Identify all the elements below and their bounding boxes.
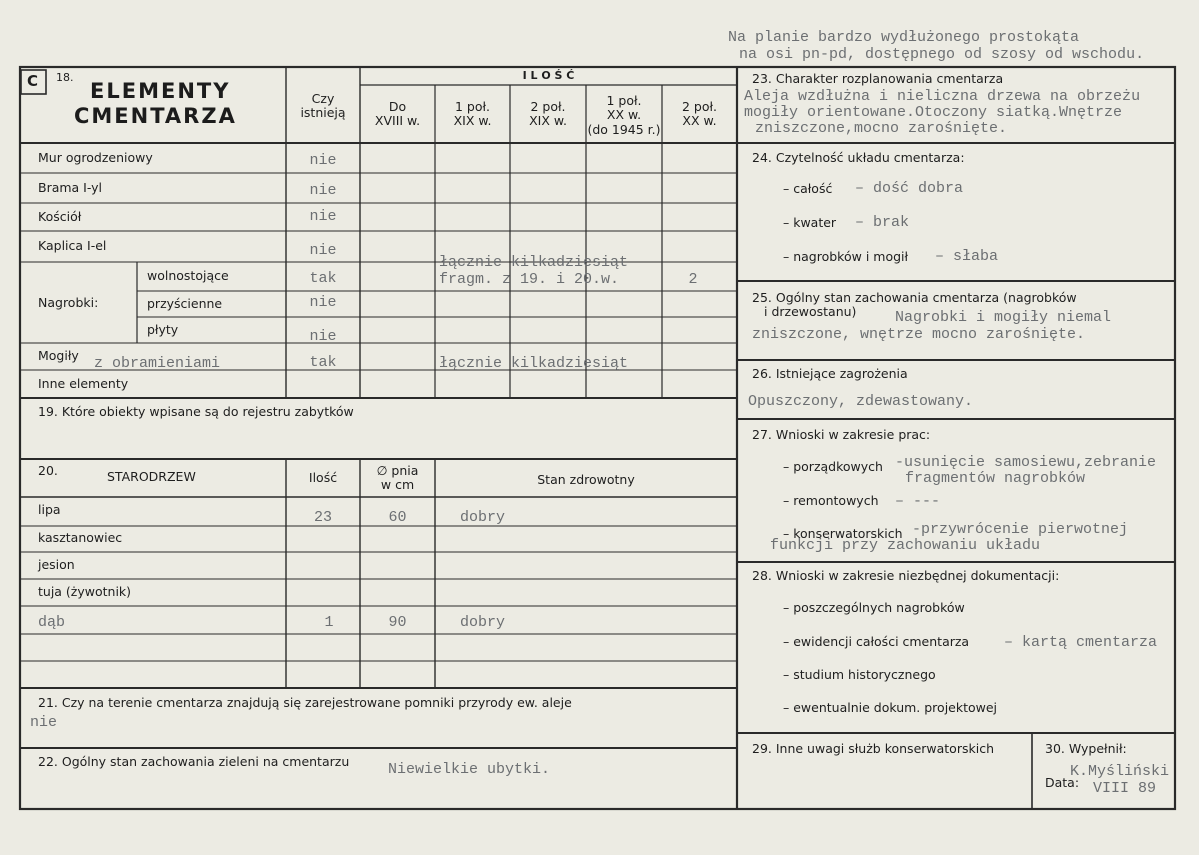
starodrzew-col-pnia [360, 464, 435, 493]
section-title-line-1: ELEMENTY [90, 79, 231, 103]
row-label-kosciol: Kościół [38, 209, 82, 224]
value-przyscienne: nie [309, 294, 337, 311]
starodrzew-title: STARODRZEW [107, 469, 196, 484]
value-brama: nie [309, 182, 337, 199]
q27-value-remontowych: – --- [895, 493, 941, 510]
header-period-text: Do [388, 99, 407, 114]
q24-label: 24. Czytelność układu cmentarza: [752, 150, 965, 165]
q28-item-nagrobkow: – poszczególnych nagrobków [783, 600, 965, 615]
q24-value-kwater: – brak [855, 214, 910, 231]
section-number: 18. [56, 71, 74, 84]
mogily-text: łącznie kilkadziesiąt [439, 355, 629, 372]
q27-value-konserwatorskich-1: -przywrócenie pierwotnej [912, 521, 1129, 538]
row-label-kaplica: Kaplica I-el [38, 238, 107, 253]
q25-label-2: i drzewostanu) [764, 304, 857, 319]
tree-name-jesion: jesion [38, 557, 75, 572]
row-label-inne: Inne elementy [38, 376, 129, 391]
starodrzew-col-ilosc: Ilość [308, 470, 338, 485]
q21-label: 21. Czy na terenie cmentarza znajdują się zarejestrowane pomniki przyrody ew. aleje [38, 695, 572, 710]
q26-label: 26. Istniejące zagrożenia [752, 366, 908, 381]
q28-item-ewidencji: – ewidencji całości cmentarza [783, 634, 970, 649]
q28-item-projektowej: – ewentualnie dokum. projektowej [783, 700, 998, 715]
header-period-text: XX w. [606, 107, 642, 123]
header-ilosc: I L O Ś Ć [522, 69, 575, 82]
value-plyty: nie [309, 328, 337, 345]
q21-value: nie [30, 714, 58, 731]
header-istnieja: istnieją [300, 105, 346, 121]
header-period-text: XIX w. [453, 113, 492, 129]
header-period-text: XX w. [682, 113, 717, 129]
top-note-line-2: na osi pn-pd, dostępnego od szosy od wschodu. [739, 46, 1145, 63]
nagrobki-2pol-xx: 2 [688, 271, 698, 288]
nagrobki-text-2: fragm. z 19. i 20.w. [439, 271, 620, 288]
row-label-mur: Mur ogrodzeniowy [38, 150, 153, 165]
tree-ilosc-lipa: 23 [313, 509, 332, 526]
row-label-brama: Brama I-yl [38, 180, 103, 195]
q23-value-2: mogiły orientowane.Otoczony siatką.Wnętrze [744, 104, 1123, 121]
q24-value-calosc: – dość dobra [855, 180, 964, 197]
q28-item-studium: – studium historycznego [783, 667, 936, 682]
header-period-2pol-xx [662, 100, 737, 129]
q28-value-ewidencji: – kartą cmentarza [1004, 634, 1158, 651]
q27-item-porzadkowych: – porządkowych [783, 459, 883, 474]
section-title-line-2: CMENTARZA [74, 104, 237, 128]
row-label-wolnostojace: wolnostojące [147, 268, 229, 283]
header-period-1pol-xix [435, 100, 510, 129]
tree-ilosc-dab: 1 [324, 614, 334, 631]
tree-name-lipa: lipa [38, 502, 61, 517]
q24-item-calosc: – całość [783, 181, 833, 196]
header-period-text: 2 poł. [681, 99, 718, 114]
q24-item-kwater: – kwater [783, 215, 837, 230]
q27-value-konserwatorskich-2: funkcji przy zachowaniu układu [770, 537, 1041, 554]
header-czy: Czy [311, 91, 335, 106]
header-period-text: XVIII w. [374, 113, 421, 129]
header-period-text: 1 poł. [606, 93, 642, 108]
header-period-text: XIX w. [529, 113, 567, 129]
q28-label: 28. Wnioski w zakresie niezbędnej dokumentacji: [752, 568, 1060, 583]
row-label-nagrobki: Nagrobki: [38, 295, 99, 310]
q22-value: Niewielkie ubytki. [388, 761, 551, 778]
top-note-line-1: Na planie bardzo wydłużonego prostokąta [728, 29, 1080, 46]
q23-value-1: Aleja wzdłużna i nieliczna drzewa na obrzeżu [744, 88, 1141, 105]
q19-label: 19. Które obiekty wpisane są do rejestru zabytków [38, 404, 354, 419]
col-pnia-line: w cm [380, 477, 415, 493]
section-letter: C [27, 72, 39, 90]
q30-date: VIII 89 [1093, 780, 1157, 797]
tree-name-tuja: tuja (żywotnik) [38, 584, 132, 599]
q23-value-3: zniszczone,mocno zarośnięte. [755, 120, 1008, 137]
row-label-przyscienne: przyścienne [147, 296, 223, 311]
q29-label: 29. Inne uwagi służb konserwatorskich [752, 741, 994, 756]
tree-pnia-lipa: 60 [388, 509, 407, 526]
starodrzew-col-stan: Stan zdrowotny [537, 472, 635, 487]
q27-label: 27. Wnioski w zakresie prac: [752, 427, 931, 442]
tree-name-dab: dąb [38, 614, 66, 631]
q22-label: 22. Ogólny stan zachowania zieleni na cmentarzu [38, 754, 350, 769]
q27-item-konserwatorskich: – konserwatorskich [783, 526, 903, 541]
q24-item-nagrobkow: – nagrobków i mogił [783, 249, 909, 264]
q25-label-1: 25. Ogólny stan zachowania cmentarza (nagrobków [752, 290, 1077, 305]
value-mogily: tak [309, 354, 337, 371]
value-kaplica: nie [309, 242, 337, 259]
nagrobki-text-1: łącznie kilkadziesiąt [439, 254, 629, 271]
value-mur: nie [309, 152, 337, 169]
tree-stan-dab: dobry [460, 614, 506, 631]
q27-value-porzadkowych-1: -usunięcie samosiewu,zebranie [895, 454, 1157, 471]
row-label-plyty: płyty [147, 322, 179, 337]
q26-value: Opuszczony, zdewastowany. [748, 393, 974, 410]
header-period-2pol-xix [510, 100, 586, 129]
mogily-note: z obramieniami [94, 355, 221, 372]
q24-value-nagrobkow: – słaba [935, 248, 999, 265]
q30-label: 30. Wypełnił: [1045, 741, 1127, 756]
col-pnia-line: ∅ pnia [376, 463, 419, 478]
q25-value-2: zniszczone, wnętrze mocno zarośnięte. [752, 326, 1086, 343]
tree-stan-lipa: dobry [460, 509, 506, 526]
starodrzew-number: 20. [38, 463, 58, 478]
value-wolnostojace: tak [309, 270, 337, 287]
header-period-xviii [360, 100, 435, 129]
header-period-text: 2 poł. [530, 99, 566, 114]
q27-item-remontowych: – remontowych [783, 493, 879, 508]
q25-value-1: Nagrobki i mogiły niemal [895, 309, 1112, 326]
q30-date-label: Data: [1045, 775, 1080, 790]
tree-name-kasztanowiec: kasztanowiec [38, 530, 123, 545]
q27-value-porzadkowych-2: fragmentów nagrobków [905, 470, 1086, 487]
row-label-mogily: Mogiły [38, 348, 79, 363]
header-period-1pol-xx [586, 94, 662, 137]
header-czy-istnieja [286, 92, 360, 121]
header-period-text: 1 poł. [454, 99, 491, 114]
header-period-text: (do 1945 r.) [587, 121, 661, 137]
q23-label: 23. Charakter rozplanowania cmentarza [752, 71, 1004, 86]
tree-pnia-dab: 90 [388, 614, 407, 631]
value-kosciol: nie [309, 208, 337, 225]
q30-name: K.Myśliński [1070, 763, 1170, 780]
